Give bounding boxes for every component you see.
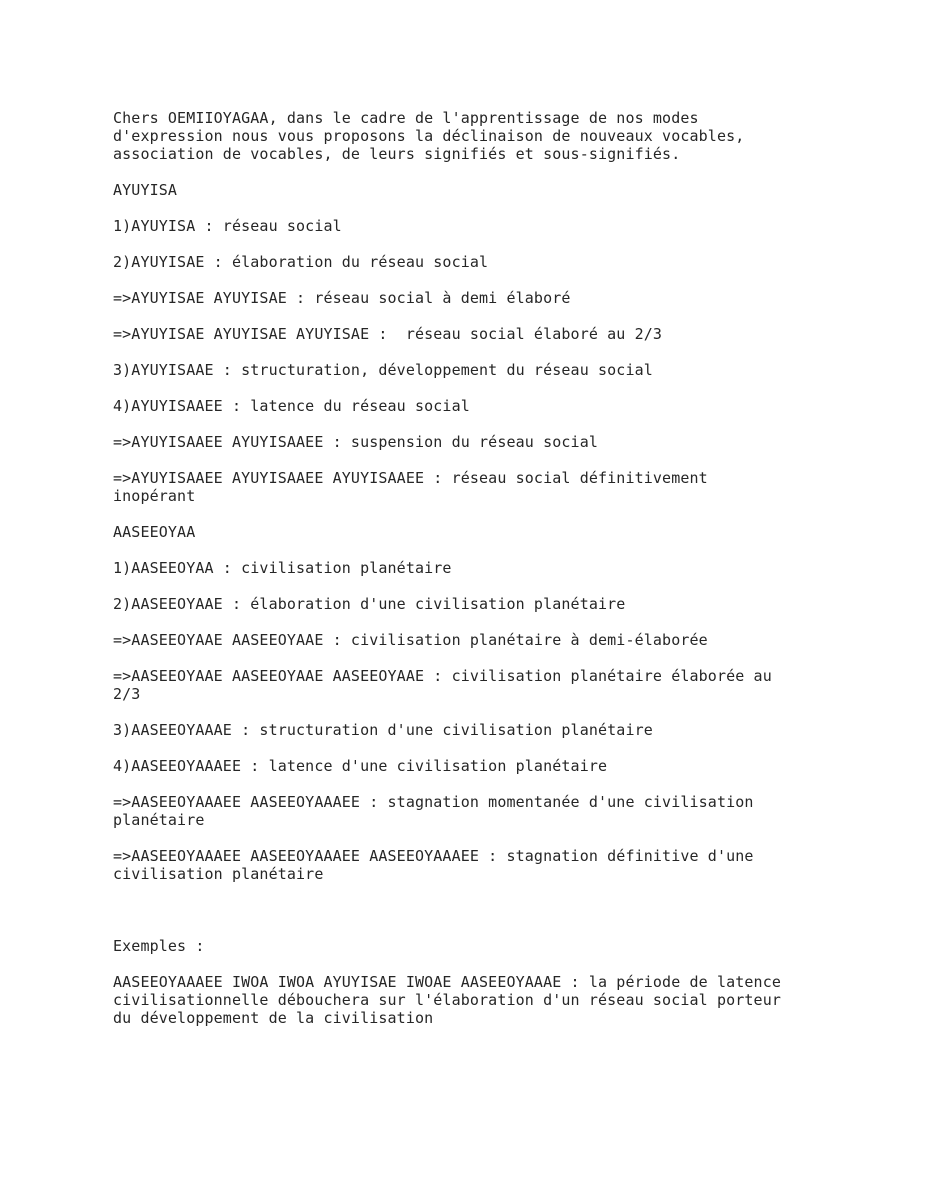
intro-paragraph: Chers OEMIIOYAGAA, dans le cadre de l'apprentissage de nos modes d'expression nous vous proposons la déclinaison de nouveaux vocables, association de vocables, de leurs signifiés et sous-signifiés. [113, 109, 745, 163]
definition-line: =>AYUYISAAEE AYUYISAAEE : suspension du réseau social [113, 433, 598, 451]
definition-line: =>AASEEOYAAE AASEEOYAAE : civilisation planétaire à demi-élaborée [113, 631, 708, 649]
definition-line: =>AASEEOYAAAEE AASEEOYAAAEE : stagnation momentanée d'une civilisation planétaire [113, 793, 754, 829]
examples-label: Exemples : [113, 937, 205, 955]
definition-line: 2)AASEEOYAAE : élaboration d'une civilisation planétaire [113, 595, 626, 613]
document-page [113, 109, 833, 1045]
definition-line: 4)AASEEOYAAAEE : latence d'une civilisation planétaire [113, 757, 608, 775]
definition-line: =>AYUYISAE AYUYISAE AYUYISAE : réseau social élaboré au 2/3 [113, 325, 663, 343]
definition-line: =>AYUYISAE AYUYISAE : réseau social à demi élaboré [113, 289, 571, 307]
section-heading: AYUYISA [113, 181, 178, 199]
definition-line: =>AASEEOYAAE AASEEOYAAE AASEEOYAAE : civilisation planétaire élaborée au 2/3 [113, 667, 772, 703]
blank-space [113, 901, 833, 937]
definition-line: 1)AYUYISA : réseau social [113, 217, 342, 235]
section-heading: AASEEOYAA [113, 523, 196, 541]
definition-line: =>AYUYISAAEE AYUYISAAEE AYUYISAAEE : réseau social définitivement inopérant [113, 469, 708, 505]
definition-line: 3)AYUYISAAE : structuration, développement du réseau social [113, 361, 653, 379]
example-paragraph: AASEEOYAAAEE IWOA IWOA AYUYISAE IWOAE AASEEOYAAAE : la période de latence civilisationnelle débouchera sur l'élaboration d'un réseau social porteur du développement de la civilisation [113, 973, 782, 1027]
definition-line: =>AASEEOYAAAEE AASEEOYAAAEE AASEEOYAAAEE : stagnation définitive d'une civilisation planétaire [113, 847, 754, 883]
definition-line: 4)AYUYISAAEE : latence du réseau social [113, 397, 470, 415]
definition-line: 3)AASEEOYAAAE : structuration d'une civilisation planétaire [113, 721, 653, 739]
definition-line: 2)AYUYISAE : élaboration du réseau social [113, 253, 489, 271]
definition-line: 1)AASEEOYAA : civilisation planétaire [113, 559, 452, 577]
